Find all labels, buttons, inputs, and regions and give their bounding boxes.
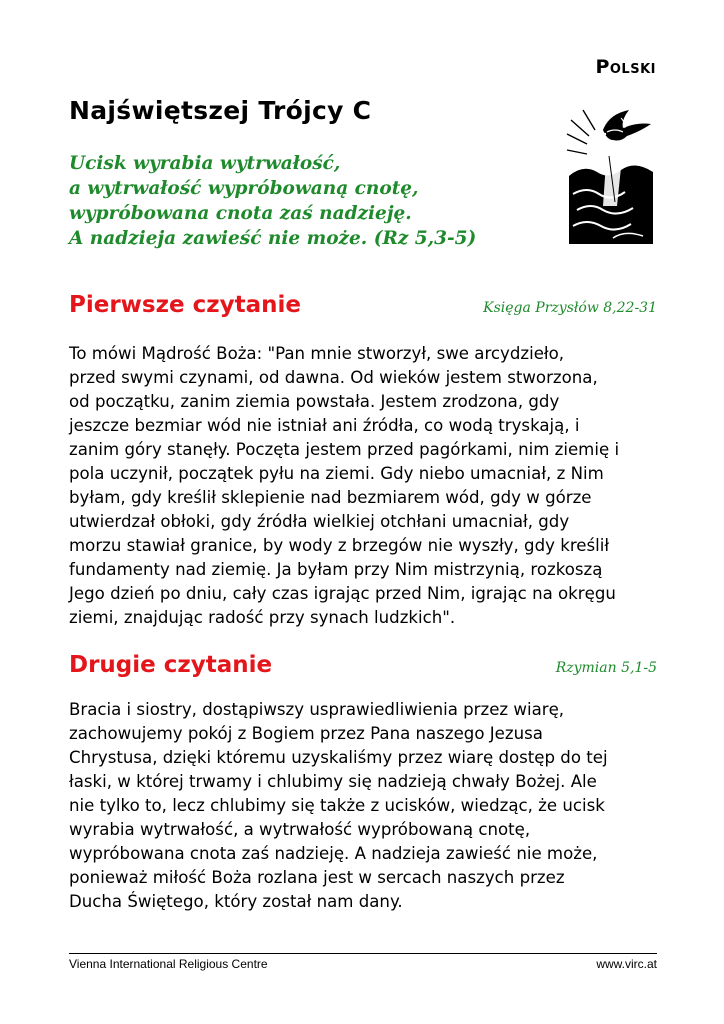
text-line: przed swymi czynami, od dawna. Od wieków jestem stworzona, — [69, 368, 598, 387]
footer-website-link[interactable]: www.virc.at — [596, 957, 657, 971]
text-line: łaski, w której trwamy i chlubimy się nadzieją chwały Bożej. Ale — [69, 772, 597, 791]
footer-organization: Vienna International Religious Centre — [69, 957, 268, 971]
text-line: nie tylko to, lecz chlubimy się także z ucisków, wiedząc, że ucisk — [69, 796, 605, 815]
motto-line: A nadzieja zawieść nie może. (Rz 5,3-5) — [69, 228, 477, 249]
text-line: wypróbowana cnota zaś nadzieję. A nadzieja zawieść nie może, — [69, 844, 598, 863]
motto-line: a wytrwałość wypróbowaną cnotę, — [69, 178, 419, 199]
text-line: ponieważ miłość Boża rozlana jest w sercach naszych przez — [69, 868, 565, 887]
reading-2-header — [69, 652, 657, 678]
reading-1-heading: Pierwsze czytanie — [69, 292, 301, 318]
text-line: zachowujemy pokój z Bogiem przez Pana naszego Jezusa — [69, 724, 543, 743]
text-line: od początku, zanim ziemia powstała. Jestem zrodzona, gdy — [69, 392, 560, 411]
page-title: Najświętszej Trójcy C — [69, 96, 372, 125]
footer-divider — [69, 953, 657, 954]
text-line: morzu stawiał granice, by wody z brzegów nie wyszły, gdy kreślił — [69, 536, 610, 555]
language-label: Polski — [595, 56, 656, 78]
text-line: zanim góry stanęły. Poczęta jestem przed pagórkami, nim ziemię i — [69, 440, 620, 459]
text-line: pola uczynił, początek pyłu na ziemi. Gdy niebo umacniał, z Nim — [69, 464, 604, 483]
text-line: wyrabia wytrwałość, a wytrwałość wypróbowaną cnotę, — [69, 820, 531, 839]
text-line: ziemi, znajdując radość przy synach ludzkich". — [69, 608, 456, 627]
footer — [69, 957, 657, 971]
reading-2-heading: Drugie czytanie — [69, 652, 273, 678]
dove-over-waters-icon — [563, 106, 657, 246]
text-line: jeszcze bezmiar wód nie istniał ani źródła, co wodą tryskają, i — [69, 416, 580, 435]
motto-line: wypróbowana cnota zaś nadzieję. — [69, 203, 412, 224]
text-line: Ducha Świętego, który został nam dany. — [69, 892, 403, 911]
text-line: Chrystusa, dzięki któremu uzyskaliśmy przez wiarę dostęp do tej — [69, 748, 608, 767]
reading-1-text — [69, 342, 661, 630]
text-line: Jego dzień po dniu, cały czas igrając przed Nim, igrając na okręgu — [69, 584, 616, 603]
reading-1-header — [69, 292, 657, 318]
reading-2-text — [69, 698, 661, 914]
text-line: To mówi Mądrość Boża: "Pan mnie stworzył, swe arcydzieło, — [69, 344, 565, 363]
text-line: byłam, gdy kreślił sklepienie nad bezmiarem wód, gdy w górze — [69, 488, 592, 507]
text-line: fundamenty nad ziemię. Ja byłam przy Nim mistrzynią, rozkoszą — [69, 560, 603, 579]
text-line: utwierdzał obłoki, gdy źródła wielkiej otchłani umacniał, gdy — [69, 512, 570, 531]
reading-2-reference: Rzymian 5,1-5 — [555, 660, 657, 676]
motto-line: Ucisk wyrabia wytrwałość, — [69, 153, 341, 174]
reading-1-reference: Księga Przysłów 8,22-31 — [483, 300, 657, 316]
text-line: Bracia i siostry, dostąpiwszy usprawiedliwienia przez wiarę, — [69, 700, 565, 719]
motto-quote — [69, 151, 529, 251]
